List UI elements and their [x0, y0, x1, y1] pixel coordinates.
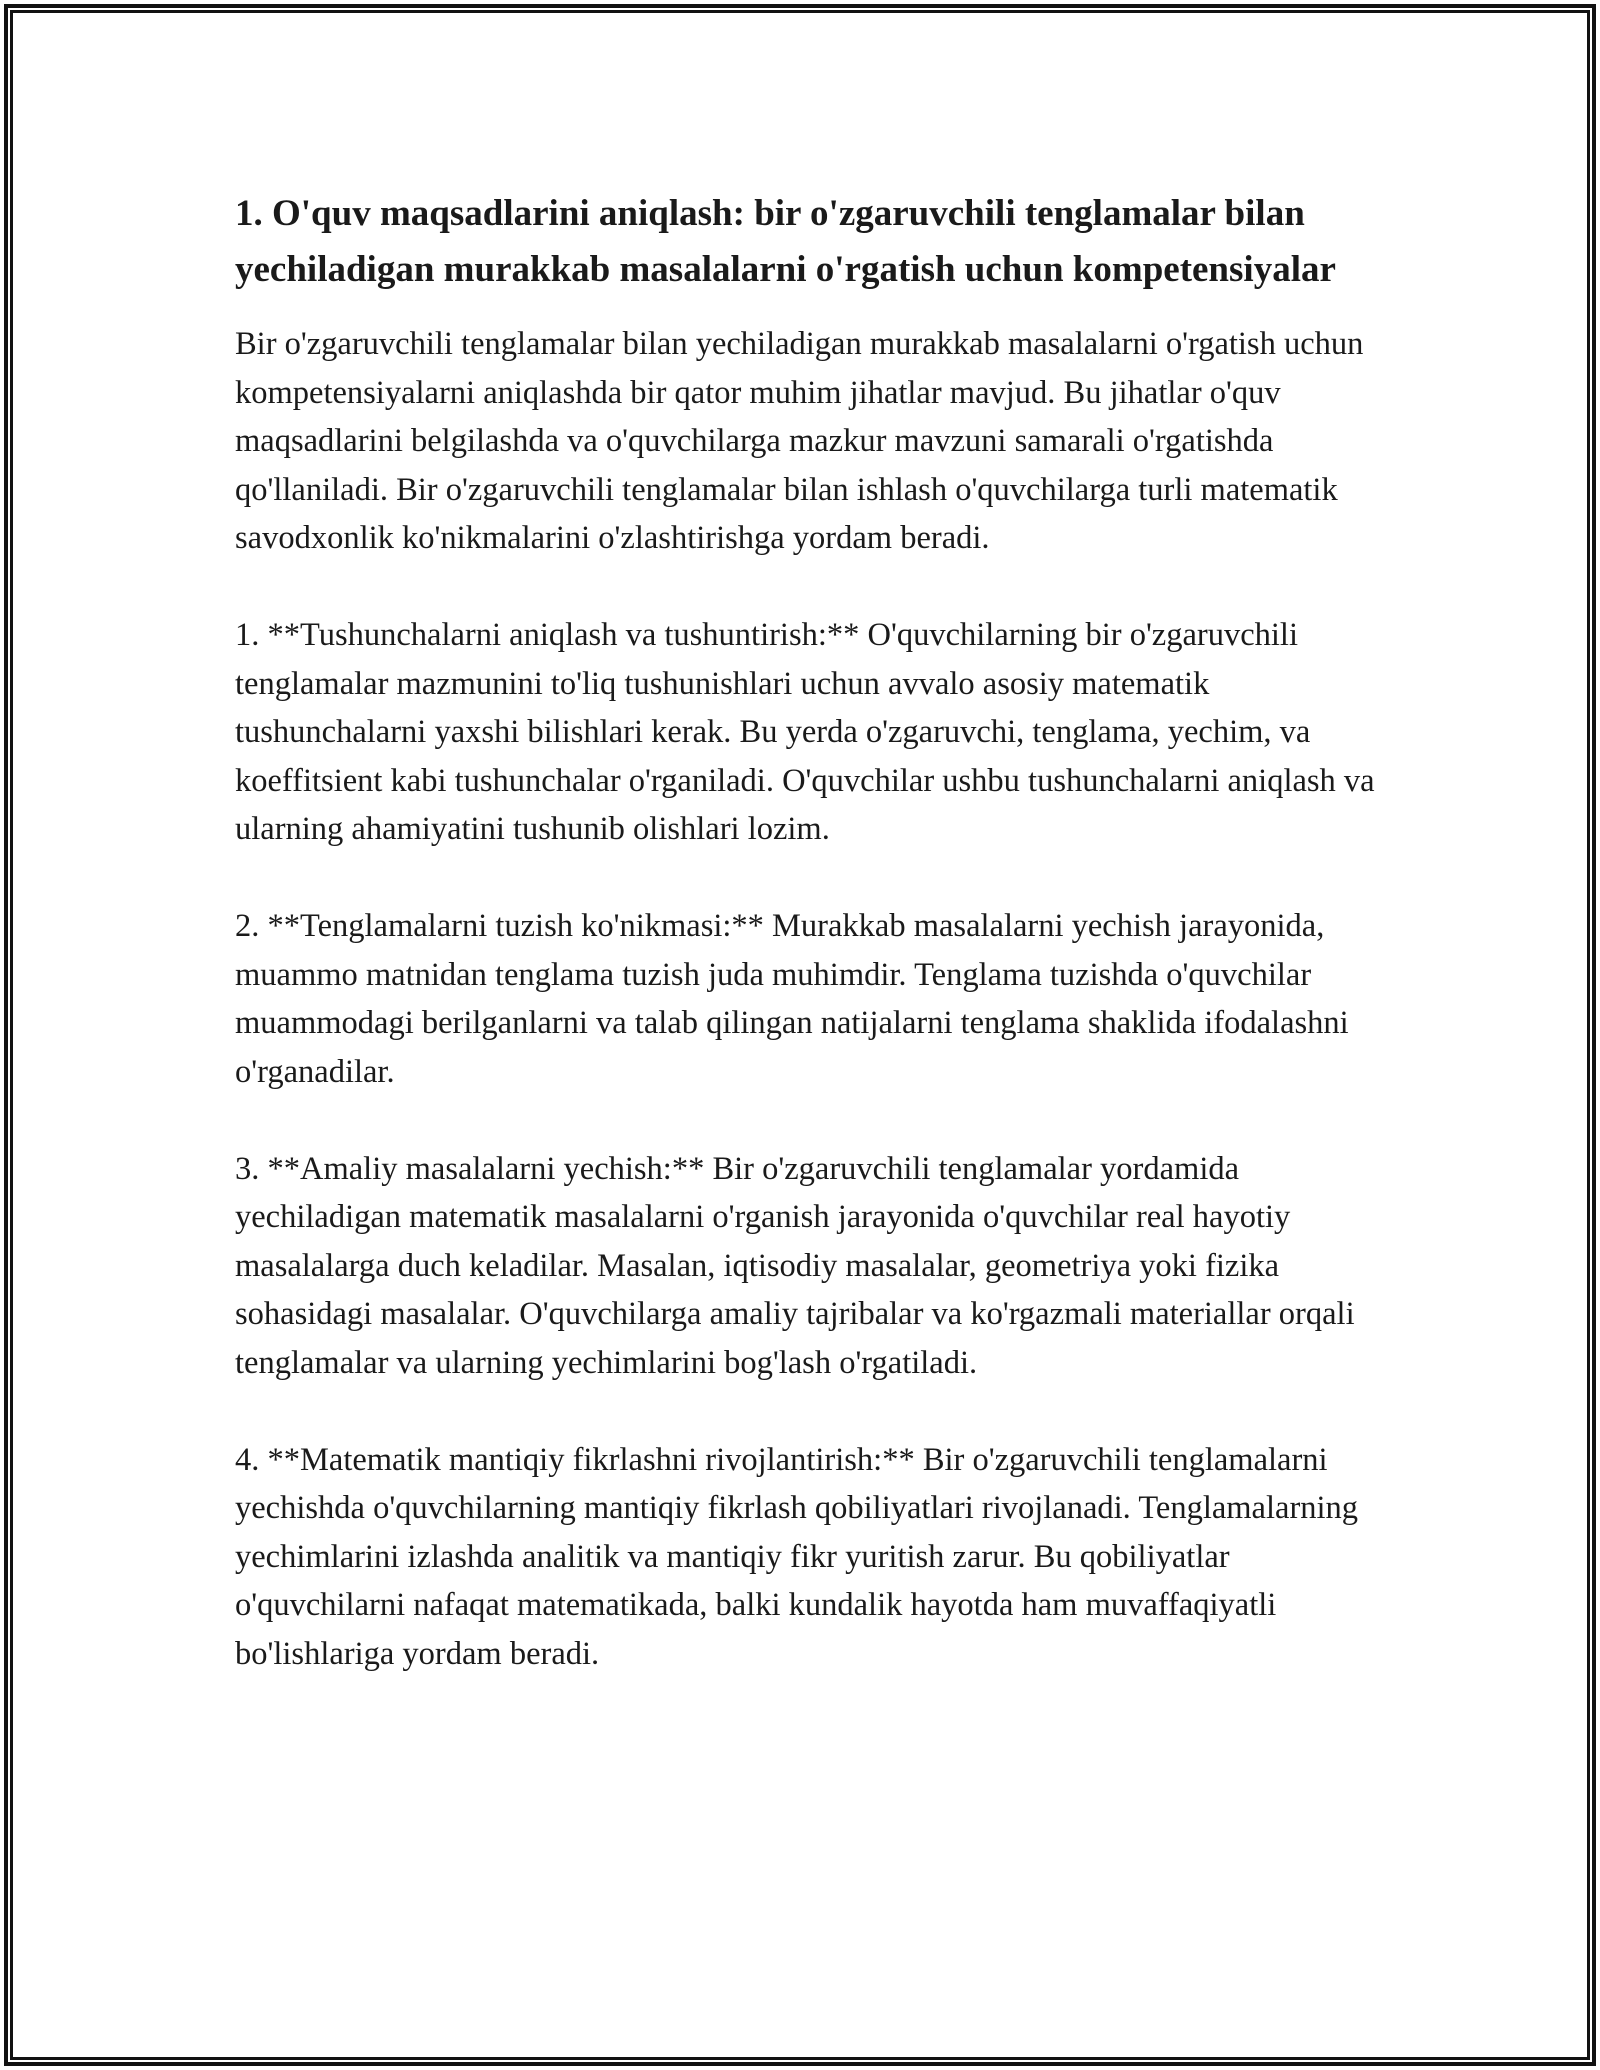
paragraph-item-3: 3. **Amaliy masalalarni yechish:** Bir o'zgaruvchili tenglamalar yordamida yechiladigan matematik masalalarni o'rganish jarayonida o'quvchilar real hayotiy masalalarga duch keladilar. Masalan, iqtisodiy masalalar, geometriya yoki fizika sohasidagi masalalar. O'quvchilarga amaliy tajribalar va ko'rgazmali materiallar orqali tenglamalar va ularning yechimlarini bog'lash o'rgatiladi. — [235, 1150, 1355, 1381]
paragraph-item-1: 1. **Tushunchalarni aniqlash va tushuntirish:** O'quvchilarning bir o'zgaruvchili tenglamalar mazmunini to'liq tushunishlari uchun avvalo asosiy matematik tushunchalarni yaxshi bilishlari kerak. Bu yerda o'zgaruvchi, tenglama, yechim, va koeffitsient kabi tushunchalar o'rganiladi. O'quvchilar ushbu tushunchalarni aniqlash va ularning ahamiyatini tushunib olishlari lozim. — [235, 617, 1375, 847]
document-body — [235, 186, 1375, 1678]
section-heading: 1. O'quv maqsadlarini aniqlash: bir o'zgaruvchili tenglamalar bilan yechiladigan murakkab masalalarni o'rgatish uchun kompetensiyalar — [235, 193, 1336, 290]
paragraph-item-4: 4. **Matematik mantiqiy fikrlashni rivojlantirish:** Bir o'zgaruvchili tenglamalarni yechishda o'quvchilarning mantiqiy fikrlash qobiliyatlari rivojlanadi. Tenglamalarning yechimlarini izlashda analitik va mantiqiy fikr yuritish zarur. Bu qobiliyatlar o'quvchilarni nafaqat matematikada, balki kundalik hayotda ham muvaffaqiyatli bo'lishlariga yordam beradi. — [235, 1441, 1359, 1672]
paragraph-intro: Bir o'zgaruvchili tenglamalar bilan yechiladigan murakkab masalalarni o'rgatish uchun kompetensiyalarni aniqlashda bir qator muhim jihatlar mavjud. Bu jihatlar o'quv maqsadlarini belgilashda va o'quvchilarga mazkur mavzuni samarali o'rgatishda qo'llaniladi. Bir o'zgaruvchili tenglamalar bilan ishlash o'quvchilarga turli matematik savodxonlik ko'nikmalarini o'zlashtirishga yordam beradi. — [235, 326, 1364, 556]
paragraph-item-2: 2. **Tenglamalarni tuzish ko'nikmasi:** Murakkab masalalarni yechish jarayonida, muammo matnidan tenglama tuzish juda muhimdir. Tenglama tuzishda o'quvchilar muammodagi berilganlarni va talab qilingan natijalarni tenglama shaklida ifodalashni o'rganadilar. — [235, 908, 1349, 1090]
